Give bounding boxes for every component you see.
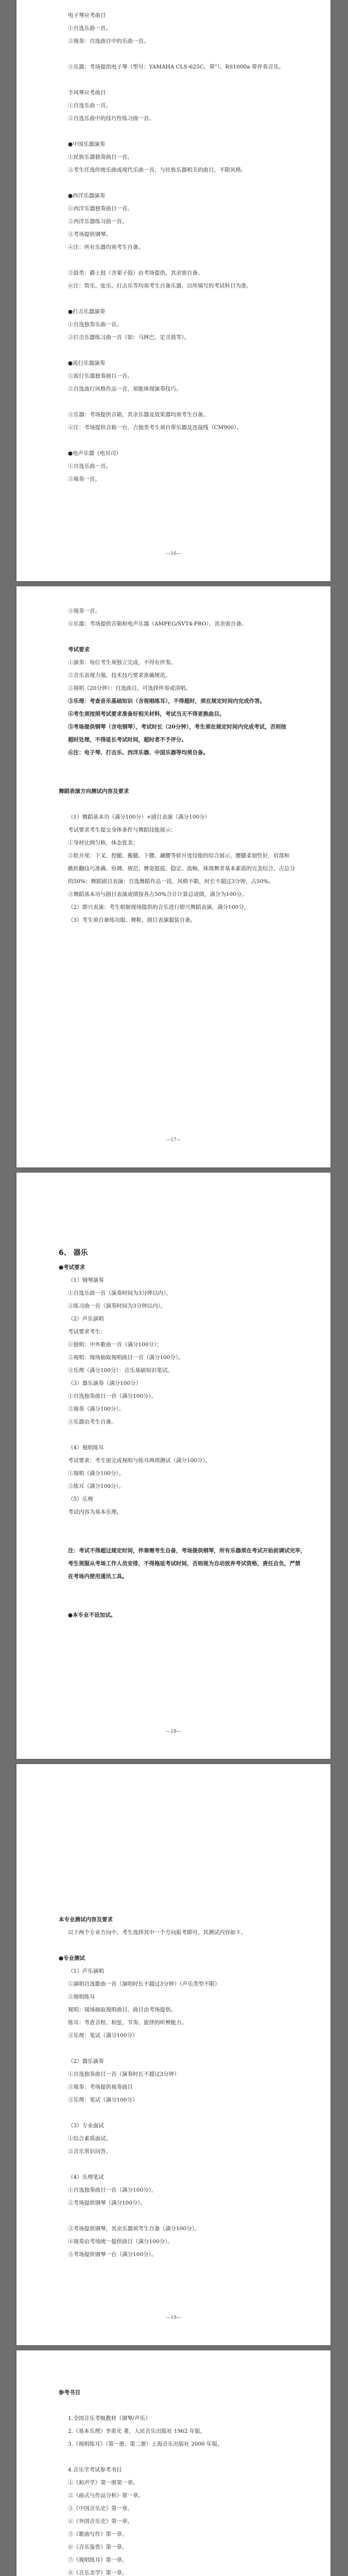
text-line: ③视奏一首。 [68,608,100,614]
blank-line [59,1532,288,1545]
document-page-5 [16,2350,330,2576]
text-line: （4）乐理笔试 [68,2174,104,2180]
text-line: 考试要求：考生需完成视唱与练耳两项测试（满分100分）。 [68,1458,211,1464]
text-line: 手风琴应考曲目 [68,90,106,96]
text-line: 1.全国音乐考级教材（钢琴/声乐） [68,2415,151,2421]
text-line: ⑤鼓类：爵士鼓（含架子鼓）由考场提供，其余需自备。 [68,270,203,276]
page-3-body [59,1261,306,1622]
document-page-2 [16,586,330,1167]
text-line: ②视奏一首。 [68,476,100,482]
text-line: ①自选乐曲一首（演奏时间为3分钟以内）。 [68,1290,171,1296]
text-line: ①自选独奏曲目一首（演奏时长不超过3分钟） [68,2071,180,2077]
blank-line [59,2107,288,2120]
text-line: ②《曲式与作品分析》第一章。 [68,2493,144,2499]
text-line: 3.《视唱练耳》（第一册、第二册）上海音乐出版社 2000 年版。 [68,2441,223,2447]
text-line: ④视奏由考场统一提供曲目（满分100分）。 [68,2239,173,2245]
text-line: ②考生任选传统乐曲或现代乐曲一首，与民族乐器相关的曲目，不限风格。 [68,167,247,173]
text-line: 电子琴应考曲目 [68,12,106,19]
text-line: ①自选独奏曲目一首（满分100分）。 [68,1393,157,1399]
text-line: ①自选乐曲一首。 [68,463,111,469]
text-line: ④注：所有乐器均须考生自备。 [68,244,144,250]
text-line: ●西洋乐器演奏 [68,193,106,199]
text-line: 的50%；舞蹈剧目表演：自选舞蹈作品一段，风格不限，时长不超过3分钟，占50%。 [68,878,274,885]
text-line: 超时处理，不得延长考试时间，超时者不予评分。 [68,737,187,743]
text-line: ●打击乐器演奏 [68,309,106,315]
blank-line [59,2210,288,2223]
text-line: （1）声乐演唱 [68,1968,104,1974]
text-line: ③考场提供钢琴。 [68,231,111,238]
blank-line [59,1583,288,1596]
blank-line [59,254,288,267]
blank-line [59,74,288,87]
blank-line [59,344,288,357]
document-page-4 [16,1764,330,2345]
text-line: ②自选流行风格作品一首，须能体现演奏技巧。 [68,386,182,392]
text-line: ①民族乐器独奏曲目一首。 [68,154,133,160]
text-line: ④注：考场提供音箱一台，吉他类考生须自带乐器及连接线（CM900）。 [68,425,242,431]
text-line: ④乐器：考场提供音箱和电声乐器（AMPEG/SVT4-PRO），其余需自备。 [68,621,247,627]
text-line: ●中国乐器演奏 [68,141,106,147]
section-heading: 6、 器乐 [59,1249,88,1257]
text-line: ⑤《歌曲写作》第一章。 [68,2531,128,2537]
text-line: ⑤考场提供钢琴（含电钢琴），考试时长（20分钟），考生须在规定时间内完成考试，否则按 [68,724,287,730]
text-line: ①西洋乐器独奏曲目一首。 [68,206,133,212]
text-line: ⑤考场提供钢琴一台（满分100分）。 [68,2251,157,2258]
text-line: ①演唱自选歌曲一首（演唱时长不超过3分钟）（声乐类型不限） [68,1981,220,1987]
text-line: 参考书目 [59,2389,80,2396]
text-line: ④考生须按照考试要求准备好相关材料，考试当天不得更换曲目。 [68,711,225,717]
text-line: 本专业测试内容及要求 [59,1917,113,1923]
text-line: ⑥《音乐鉴赏》第一章。 [68,2544,128,2550]
text-line: 考试要求考生： [68,1329,106,1335]
blank-line [59,2042,288,2055]
text-line: （2）即兴表演：考生根据现场提供的音乐进行即兴舞蹈表演，满分100分。 [68,904,250,910]
blank-line [59,1596,288,1609]
text-line: 跳转翻技巧准确、协调、规范；舞姿挺拔、稳定、流畅，体现舞者基本素质的完美综合，占总分 [68,866,295,872]
text-line: ②打击乐器练习曲一首（如：马林巴、定音鼓等）。 [68,334,190,341]
text-line: ①综合素质面试。 [68,2136,111,2142]
page-number: —16— [166,551,181,556]
text-line: ①自选独奏曲目一首（满分100分）。 [68,2187,157,2193]
text-line: ①独唱：中外歌曲一首（满分100分）； [68,1342,162,1348]
text-line: 以下两个专业方向中，考生选择其中一个方向报考即可，其测试内容如下。 [68,1929,247,1936]
page-number: —18— [166,1729,181,1734]
text-line: ●电声乐器（电贝司） [68,450,121,456]
text-line: 练耳：考查音程、和弦、节奏、旋律的听辨能力。 [68,2020,187,2026]
text-line: ①自选乐曲一首。 [68,25,111,31]
text-line: ①自选独奏乐曲一首。 [68,321,122,328]
text-line: ①《和声学》第一册第一章。 [68,2480,138,2486]
blank-line [59,759,288,772]
text-line: ②视奏：自选曲目中的乐曲一首。 [68,38,149,44]
text-line: ②视唱练耳 [68,1994,95,2000]
text-line: ①自选乐曲一首。 [68,103,111,109]
document-page-3 [16,1173,330,1759]
text-line: ●专业测试 [59,1955,85,1961]
blank-line [59,293,288,306]
text-line: 2.《基本乐理》李重光 著，人民音乐出版社 1962 年版。 [68,2428,206,2434]
text-line: （2）器乐演奏 [68,2058,104,2064]
text-line: ②西洋乐器练习曲一首。 [68,218,128,225]
page-1-body [59,9,288,486]
document-page-1 [16,0,330,581]
text-line: ●本专业不设加试。 [68,1612,116,1618]
text-line: ②考场提供钢琴（满分100分）。 [68,2200,146,2206]
blank-line [59,125,288,138]
blank-line [59,434,288,447]
text-line: ②视唱（20分钟）：自选曲目，可选择伴奏或清唱。 [68,685,192,691]
text-line: （2）声乐演唱 [68,1316,104,1322]
text-line: ②练耳（满分100分）。 [68,1483,125,1489]
text-line: ③考场提供钢琴，其余乐器须考生自备（满分100分）。 [68,2226,200,2232]
text-line: ③乐器：考场提供音箱，其余乐器及效果器均须考生自备。 [68,412,208,418]
text-line: ②软开度：下叉、控腿、搬腿、下腰、涮腰等软开度技能的综合展示，腰腿柔韧性好，肩部和 [68,853,290,859]
page-number: —17— [166,1138,181,1143]
text-line: ③乐器：考场提供电子琴（型号：YAMAHA CLS-625C，带"）、RS1000a 带伴奏音乐。 [68,64,284,70]
text-line: 注：考试不得超过规定时间，伴奏需考生自备，考场提供钢琴，所有乐器须在考试开始前调试完毕， [68,1548,306,1554]
page-5-body [59,2386,288,2576]
text-line: ②音乐表现力强，技术技巧要求准确规范。 [68,672,171,679]
blank-line [59,1939,288,1952]
text-line: （4）视唱练耳 [68,1445,104,1451]
blank-line [59,631,288,643]
blank-line [59,1519,288,1532]
text-line: ③舞蹈基本功与剧目表演成绩按各占50%合计计算总成绩，满分为100分。 [68,891,247,897]
text-line: ③乐理：笔试（满分100分） [68,2032,138,2039]
blank-line [59,798,288,811]
text-line: ⑧《音乐美学》第一章。 [68,2570,128,2576]
blank-line [59,1429,288,1442]
text-line: 考试内容为基本乐理。 [68,1509,122,1515]
text-line: 考试要求 [68,647,90,653]
text-line: （1）钢琴演奏 [68,1277,104,1283]
text-line: （3）器乐演奏（满分100分） [68,1380,142,1386]
text-line: ②视奏（满分100分）。 [68,1406,125,1412]
text-line: （1）舞蹈基本功（满分100分）+剧目表演（满分100分） [68,814,211,820]
blank-line [59,2399,288,2412]
text-line: ③乐器由考生自备。 [68,1419,117,1425]
text-line: ②练习曲一首（演奏时间为3分钟以内）。 [68,1303,166,1309]
text-line: ②音乐常识问答。 [68,2148,111,2155]
page-2-body [59,605,295,927]
text-line: ●流行乐器演奏 [68,360,106,366]
text-line: 视唱：现场抽取视唱曲目，曲目由考场提供。 [68,2007,176,2013]
blank-line [59,772,288,785]
page-4-body [59,1913,288,2261]
text-line: ①身材比例匀称，体态优美； [68,840,138,846]
text-line: 在考场内使用通讯工具。 [68,1573,128,1580]
text-line: 舞蹈表演方向测试内容及要求 [59,788,129,794]
text-line: 考试要求考生提交身体条件与舞蹈技能展示： [68,827,176,833]
text-line: ①流行乐器独奏曲目一首。 [68,373,133,379]
text-line: 考生须服从考场工作人员安排，不得拖延考试时间，否则视为自动放弃考试资格，责任自负，严禁 [68,1561,301,1567]
text-line: （3）专业面试 [68,2123,104,2129]
blank-line [59,2451,288,2464]
blank-line [59,396,288,409]
text-line: ②视奏：考场提供视奏曲目 [68,2084,133,2090]
text-line: ①视唱（满分100分）。 [68,1470,125,1477]
text-line: ④《外国音乐史》第一章。 [68,2518,133,2524]
text-line: ●考试要求 [59,1264,85,1270]
page-number: —19— [166,2315,181,2320]
text-line: ⑥注：管乐、弦乐、打击乐等均须考生自备乐器，以所填写的考试科目为准。 [68,283,252,289]
text-line: 4.音乐学考试参考书目 [68,2467,122,2473]
text-line: ③乐理：考查音乐基础知识（含视唱练耳），不得超时，须在规定时间内完成作答。 [68,698,266,704]
blank-line [59,177,288,190]
text-line: （5）乐理 [68,1496,93,1502]
text-line: ②视唱：现场抽取视唱曲目一首（满分100分）。 [68,1354,184,1361]
blank-line [59,48,288,61]
text-line: ⑦《视唱练耳》第一章。 [68,2557,128,2563]
text-line: ⑥注：电子琴、打击乐、西洋乐器、中国乐器等均须自备。 [68,750,208,756]
text-line: （3）考生须自备练功服、舞鞋，剧目表演服装自备。 [68,917,196,923]
text-line: ③乐理：笔试（满分100分） [68,2097,138,2103]
text-line: ②自选乐曲中的技巧性练习曲一首。 [68,115,154,122]
text-line: ①演奏：每位考生须独立完成，不得有伴奏。 [68,659,176,666]
text-line: ③乐理（满分100分）：音乐基础知识笔试。 [68,1367,173,1374]
text-line: ③《中国音乐史》第一章。 [68,2505,133,2512]
blank-line [59,2158,288,2171]
